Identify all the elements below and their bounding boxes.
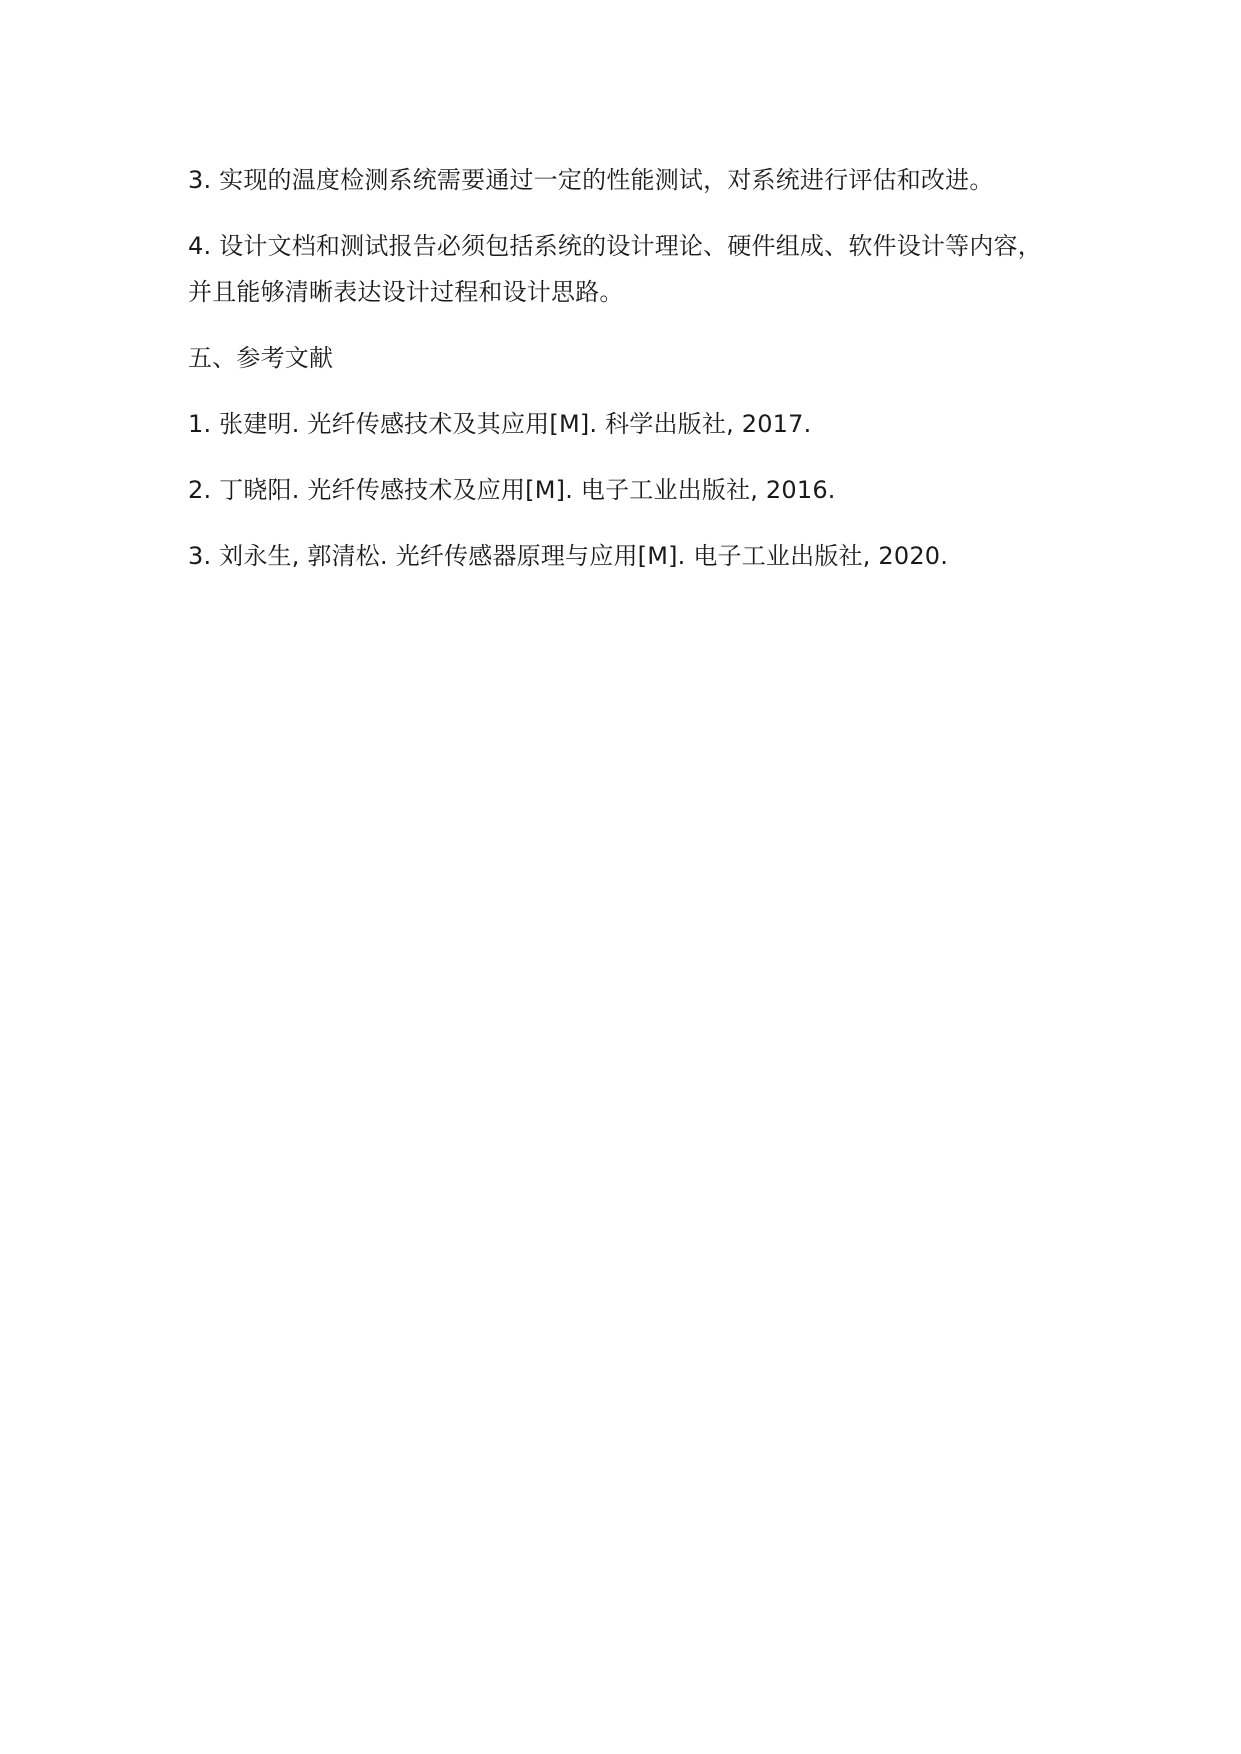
reference-item-1: 1. 张建明. 光纤传感技术及其应用[M]. 科学出版社, 2017. <box>188 410 812 438</box>
references-heading: 五、参考文献 <box>188 344 334 372</box>
reference-item-2: 2. 丁晓阳. 光纤传感技术及应用[M]. 电子工业出版社, 2016. <box>188 476 836 504</box>
document-body <box>188 157 1048 579</box>
requirement-item-3: 3. 实现的温度检测系统需要通过一定的性能测试，对系统进行评估和改进。 <box>188 166 994 194</box>
requirement-item-4: 4. 设计文档和测试报告必须包括系统的设计理论、硬件组成、软件设计等内容，并且能够清晰表达设计过程和设计思路。 <box>188 232 1042 306</box>
reference-item-3: 3. 刘永生, 郭清松. 光纤传感器原理与应用[M]. 电子工业出版社, 2020. <box>188 542 949 570</box>
